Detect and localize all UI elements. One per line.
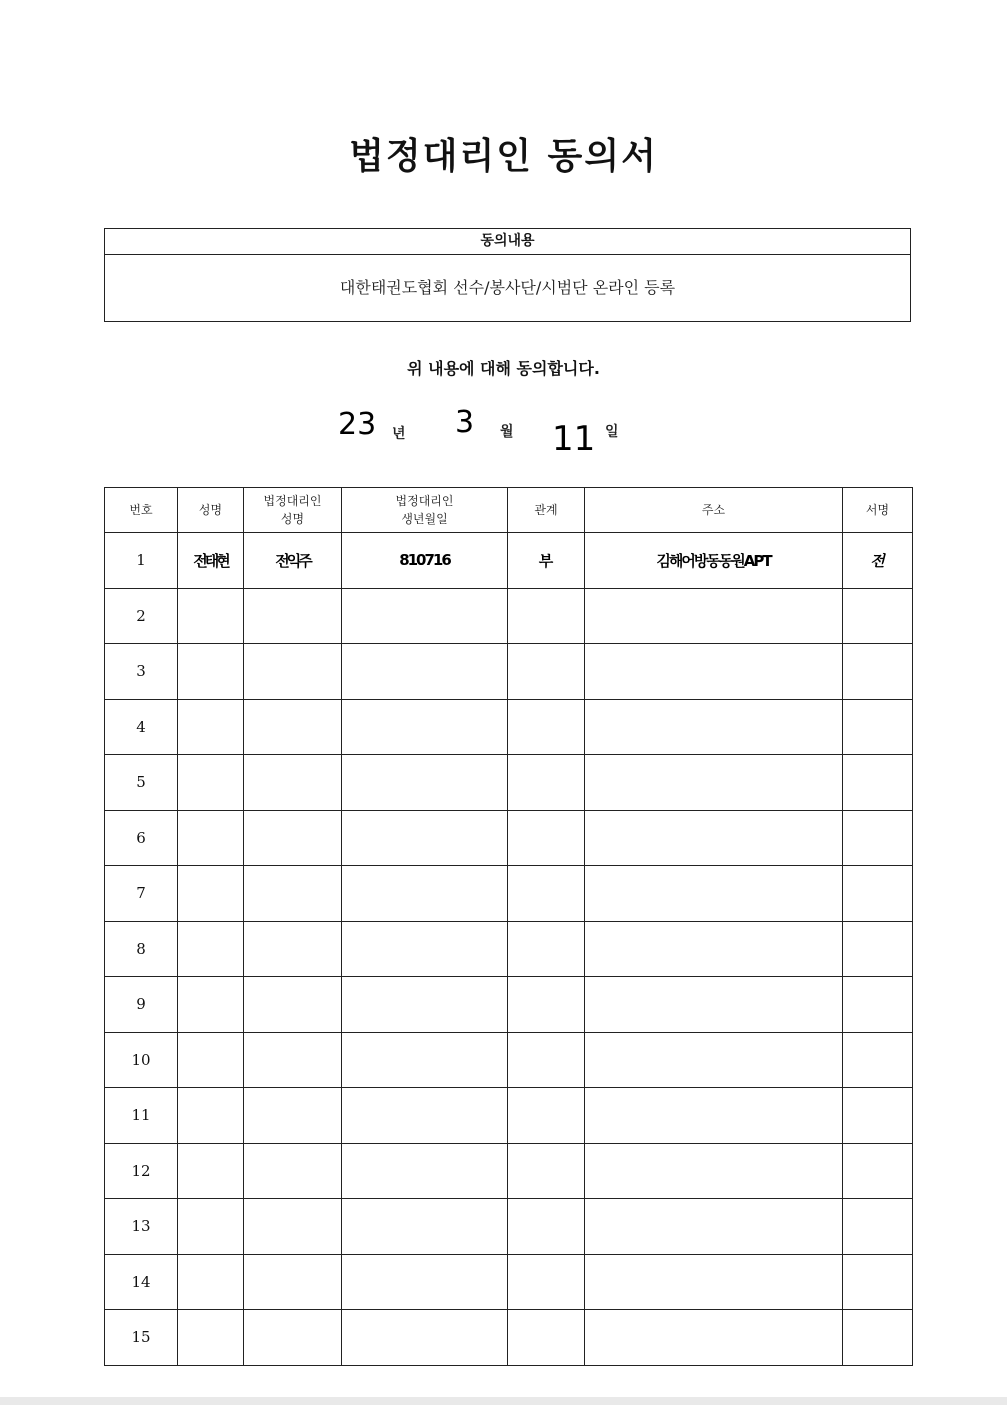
signature-cell[interactable] <box>843 1143 913 1199</box>
signature-cell[interactable] <box>843 1310 913 1366</box>
header-no: 번호 <box>105 488 178 533</box>
table-row <box>105 588 913 644</box>
table-row <box>105 1032 913 1088</box>
header-address: 주소 <box>585 488 843 533</box>
row-number: 9 <box>105 977 178 1033</box>
consent-header: 동의내용 <box>105 229 910 255</box>
relation-cell[interactable] <box>508 977 585 1033</box>
address-cell[interactable] <box>585 1254 843 1310</box>
table-row <box>105 977 913 1033</box>
table-row <box>105 755 913 811</box>
header-name: 성명 <box>178 488 244 533</box>
name-cell[interactable] <box>178 644 244 700</box>
row-number: 8 <box>105 921 178 977</box>
guardian-table <box>104 487 913 1366</box>
row-number: 15 <box>105 1310 178 1366</box>
header-signature: 서명 <box>843 488 913 533</box>
table-row <box>105 699 913 755</box>
address-cell[interactable] <box>585 1143 843 1199</box>
name-cell[interactable]: 전태현 <box>178 533 244 589</box>
date-day-value[interactable]: 11 <box>552 419 596 459</box>
guardian-name-cell[interactable] <box>244 977 342 1033</box>
name-cell[interactable] <box>178 699 244 755</box>
guardian-birth-cell[interactable] <box>342 1254 508 1310</box>
signature-cell[interactable] <box>843 1199 913 1255</box>
signature-cell[interactable]: 전 <box>843 533 913 589</box>
signature-cell[interactable] <box>843 699 913 755</box>
name-cell[interactable] <box>178 866 244 922</box>
guardian-name-cell[interactable] <box>244 1032 342 1088</box>
name-cell[interactable] <box>178 1199 244 1255</box>
guardian-name-cell[interactable] <box>244 1310 342 1366</box>
address-cell[interactable] <box>585 644 843 700</box>
signature-cell[interactable] <box>843 977 913 1033</box>
signature-cell[interactable] <box>843 866 913 922</box>
guardian-name-cell[interactable] <box>244 644 342 700</box>
table-row <box>105 1199 913 1255</box>
row-number: 5 <box>105 755 178 811</box>
guardian-name-cell[interactable] <box>244 1088 342 1144</box>
signature-cell[interactable] <box>843 810 913 866</box>
consent-content: 대한태권도협회 선수/봉사단/시범단 온라인 등록 <box>339 278 676 297</box>
address-cell[interactable] <box>585 810 843 866</box>
consent-box <box>104 228 911 322</box>
table-row <box>105 1088 913 1144</box>
page-bottom-edge <box>0 1397 1007 1405</box>
row-number: 12 <box>105 1143 178 1199</box>
guardian-name-cell[interactable] <box>244 699 342 755</box>
row-number: 10 <box>105 1032 178 1088</box>
address-cell[interactable] <box>585 1088 843 1144</box>
address-cell[interactable] <box>585 977 843 1033</box>
name-cell[interactable] <box>178 977 244 1033</box>
name-cell[interactable] <box>178 588 244 644</box>
row-number: 7 <box>105 866 178 922</box>
row-number: 1 <box>105 533 178 589</box>
table-row <box>105 533 913 589</box>
name-cell[interactable] <box>178 810 244 866</box>
guardian-birth-cell[interactable] <box>342 699 508 755</box>
row-number: 13 <box>105 1199 178 1255</box>
name-cell[interactable] <box>178 921 244 977</box>
guardian-birth-cell[interactable] <box>342 644 508 700</box>
signature-cell[interactable] <box>843 921 913 977</box>
table-row <box>105 810 913 866</box>
guardian-birth-cell[interactable] <box>342 1032 508 1088</box>
guardian-name-cell[interactable] <box>244 921 342 977</box>
guardian-name-cell[interactable] <box>244 810 342 866</box>
row-number: 6 <box>105 810 178 866</box>
address-cell[interactable] <box>585 588 843 644</box>
table-row <box>105 1143 913 1199</box>
table-row <box>105 1254 913 1310</box>
signature-cell[interactable] <box>843 1032 913 1088</box>
guardian-name-cell[interactable] <box>244 1199 342 1255</box>
header-relation: 관계 <box>508 488 585 533</box>
guardian-birth-cell[interactable] <box>342 1088 508 1144</box>
relation-cell[interactable] <box>508 921 585 977</box>
guardian-birth-cell[interactable] <box>342 810 508 866</box>
guardian-birth-cell[interactable] <box>342 755 508 811</box>
guardian-name-cell[interactable] <box>244 1143 342 1199</box>
signature-cell[interactable] <box>843 1088 913 1144</box>
name-cell[interactable] <box>178 1088 244 1144</box>
table-header-row <box>105 488 913 533</box>
address-cell[interactable]: 김해어방동동원APT <box>585 533 843 589</box>
guardian-birth-cell[interactable] <box>342 1199 508 1255</box>
row-number: 4 <box>105 699 178 755</box>
header-guardian-name: 법정대리인 성명 <box>244 488 342 533</box>
guardian-birth-cell[interactable] <box>342 1143 508 1199</box>
relation-cell[interactable] <box>508 755 585 811</box>
relation-cell[interactable] <box>508 1088 585 1144</box>
date-month-value[interactable]: 3 <box>455 405 475 440</box>
signature-cell[interactable] <box>843 755 913 811</box>
row-number: 2 <box>105 588 178 644</box>
signature-cell[interactable] <box>843 1254 913 1310</box>
date-year-value[interactable]: 23 <box>338 407 377 442</box>
date-year-unit: 년 <box>392 426 406 442</box>
guardian-birth-cell[interactable] <box>342 1310 508 1366</box>
guardian-birth-cell[interactable] <box>342 977 508 1033</box>
relation-cell[interactable] <box>508 1199 585 1255</box>
relation-cell[interactable]: 부 <box>508 533 585 589</box>
table-row <box>105 921 913 977</box>
document-title: 법정대리인 동의서 <box>349 136 658 177</box>
name-cell[interactable] <box>178 1032 244 1088</box>
guardian-name-cell[interactable] <box>244 866 342 922</box>
row-number: 14 <box>105 1254 178 1310</box>
relation-cell[interactable] <box>508 1310 585 1366</box>
relation-cell[interactable] <box>508 588 585 644</box>
guardian-birth-cell[interactable] <box>342 866 508 922</box>
guardian-birth-cell[interactable]: 810716 <box>342 533 508 589</box>
table-row <box>105 644 913 700</box>
address-cell[interactable] <box>585 866 843 922</box>
name-cell[interactable] <box>178 1254 244 1310</box>
name-cell[interactable] <box>178 755 244 811</box>
address-cell[interactable] <box>585 1199 843 1255</box>
row-number: 3 <box>105 644 178 700</box>
relation-cell[interactable] <box>508 810 585 866</box>
address-cell[interactable] <box>585 699 843 755</box>
address-cell[interactable] <box>585 1310 843 1366</box>
date-row <box>0 405 1007 465</box>
relation-cell[interactable] <box>508 1143 585 1199</box>
header-guardian-birth: 법정대리인 생년월일 <box>342 488 508 533</box>
relation-cell[interactable] <box>508 1032 585 1088</box>
guardian-name-cell[interactable]: 전익주 <box>244 533 342 589</box>
address-cell[interactable] <box>585 755 843 811</box>
name-cell[interactable] <box>178 1310 244 1366</box>
table-row <box>105 1310 913 1366</box>
name-cell[interactable] <box>178 1143 244 1199</box>
address-cell[interactable] <box>585 921 843 977</box>
agree-statement: 위 내용에 대해 동의합니다. <box>407 359 600 378</box>
signature-cell[interactable] <box>843 644 913 700</box>
table-row <box>105 866 913 922</box>
relation-cell[interactable] <box>508 699 585 755</box>
relation-cell[interactable] <box>508 1254 585 1310</box>
row-number: 11 <box>105 1088 178 1144</box>
guardian-name-cell[interactable] <box>244 755 342 811</box>
guardian-name-cell[interactable] <box>244 1254 342 1310</box>
signature-cell[interactable] <box>843 588 913 644</box>
relation-cell[interactable] <box>508 644 585 700</box>
guardian-birth-cell[interactable] <box>342 921 508 977</box>
relation-cell[interactable] <box>508 866 585 922</box>
guardian-birth-cell[interactable] <box>342 588 508 644</box>
address-cell[interactable] <box>585 1032 843 1088</box>
date-day-unit: 일 <box>605 424 619 440</box>
guardian-name-cell[interactable] <box>244 588 342 644</box>
date-month-unit: 월 <box>500 424 514 440</box>
